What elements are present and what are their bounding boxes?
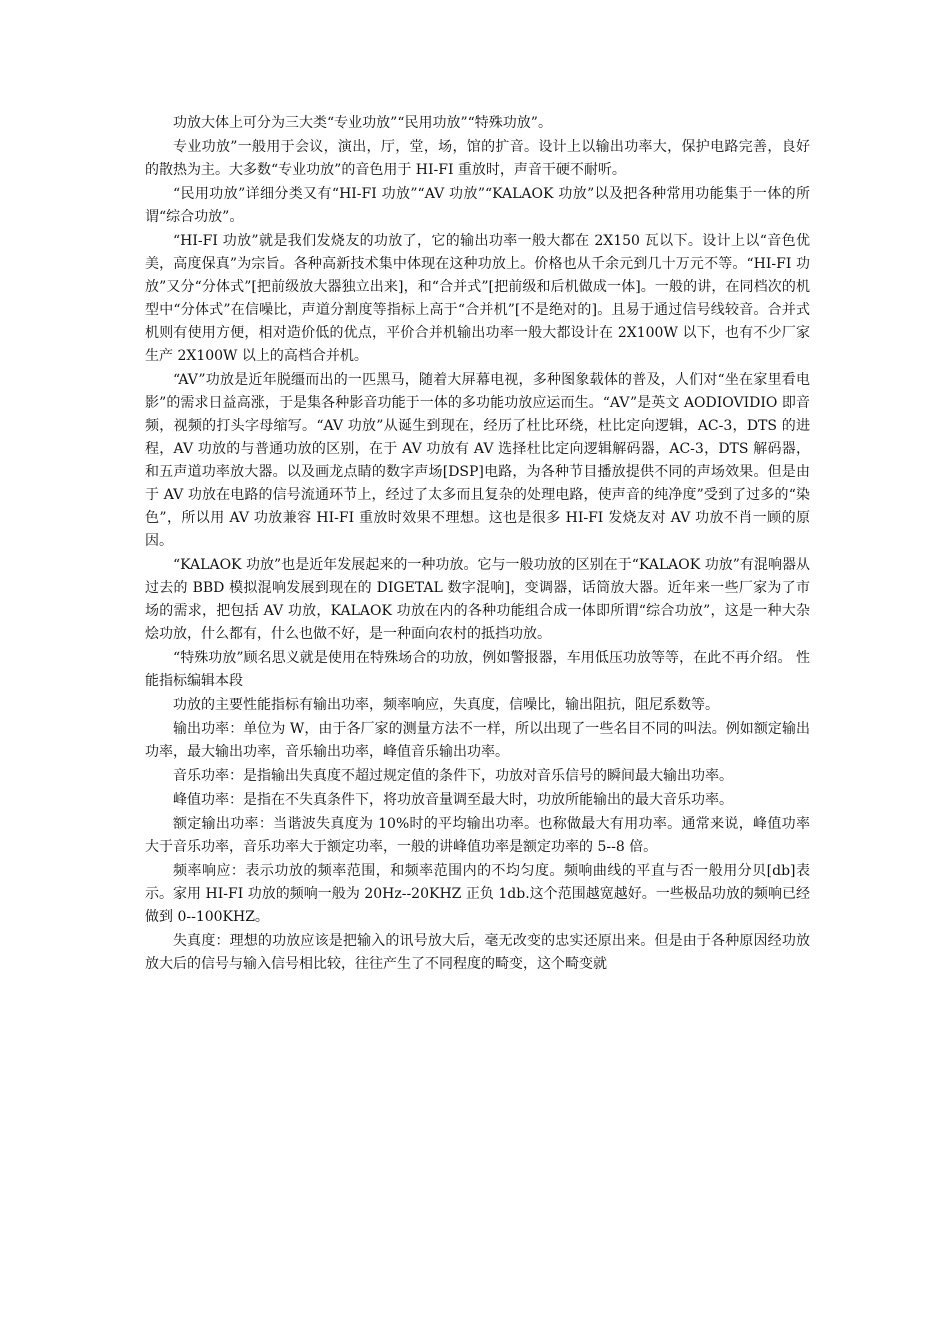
document-body (145, 112, 810, 977)
paragraph-peak-power: 峰值功率：是指在不失真条件下，将功放音量调至最大时，功放所能输出的最大音乐功率。 (173, 792, 733, 808)
paragraph-special-amp: “特殊功放”顾名思义就是使用在特殊场合的功放，例如警报器，车用低压功放等等，在此不再介绍。 性能指标编辑本段 (145, 650, 810, 689)
paragraph-consumer-amp: “民用功放”详细分类又有“HI-FI 功放”“AV 功放”“KALAOK 功放”以及把各种常用功能集于一体的所谓“综合功放”。 (145, 186, 810, 225)
paragraph-output-power: 输出功率：单位为 W，由于各厂家的测量方法不一样，所以出现了一些名目不同的叫法。例如额定输出功率，最大输出功率，音乐输出功率，峰值音乐输出功率。 (145, 721, 810, 760)
paragraph-hifi-amp: “HI-FI 功放”就是我们发烧友的功放了，它的输出功率一般大都在 2X150 瓦以下。设计上以“音色优美，高度保真”为宗旨。各种高新技术集中体现在这种功放上。价格也从千余元到几十万元不等。“HI-FI 功放”又分“分体式”[把前级放大器独立出来]，和“合并式”[把前级和后机做成一体]。一般的讲，在同档次的机型中“分体式”在信噪比，声道分割度等指标上高于“合并机”[不是绝对的]。且易于通过信号线较音。合并式机则有使用方便，相对造价低的优点，平价合并机输出功率一般大都设计在 2X100W 以下，也有不少厂家生产 2X100W 以上的高档合并机。 (145, 233, 810, 364)
paragraph-frequency-response: 频率响应：表示功放的频率范围，和频率范围内的不均匀度。频响曲线的平直与否一般用分贝[db]表示。家用 HI-FI 功放的频响一般为 20Hz--20KHZ 正负 1db.这个范围越宽越好。一些极品功放的频响已经做到 0--100KHZ。 (145, 863, 810, 925)
paragraph-rated-power: 额定输出功率：当谐波失真度为 10%时的平均输出功率。也称做最大有用功率。通常来说，峰值功率大于音乐功率，音乐功率大于额定功率，一般的讲峰值功率是额定功率的 5--8 倍。 (145, 816, 810, 855)
paragraph-kalaok-amp: “KALAOK 功放”也是近年发展起来的一种功放。它与一般功放的区别在于“KALAOK 功放”有混响器从过去的 BBD 模拟混响发展到现在的 DIGETAL 数字混响]，变调器，话筒放大器。近年来一些厂家为了市场的需求，把包括 AV 功放，KALAOK 功放在内的各种功能组合成一体即所谓“综合功放”，这是一种大杂烩功放，什么都有，什么也做不好，是一种面向农村的抵挡功放。 (145, 557, 810, 642)
paragraph-av-amp: “AV”功放是近年脱缰而出的一匹黑马，随着大屏幕电视，多种图象载体的普及，人们对“坐在家里看电影”的需求日益高涨，于是集各种影音功能于一体的多功能功放应运而生。“AV”是英文 AODIOVIDIO 即音频，视频的打头字母缩写。“AV 功放”从诞生到现在，经历了杜比环绕，杜比定向逻辑，AC-3，DTS 的进程，AV 功放的与普通功放的区别，在于 AV 功放有 AV 选择杜比定向逻辑解码器，AC-3，DTS 解码器，和五声道功率放大器。以及画龙点睛的数字声场[DSP]电路，为各种节目播放提供不同的声场效果。但是由于 AV 功放在电路的信号流通环节上，经过了太多而且复杂的处理电路，使声音的纯净度”受到了过多的“染色”，所以用 AV 功放兼容 HI-FI 重放时效果不理想。这也是很多 HI-FI 发烧友对 AV 功放不肖一顾的原因。 (145, 372, 810, 549)
paragraph-music-power: 音乐功率：是指输出失真度不超过规定值的条件下，功放对音乐信号的瞬间最大输出功率。 (173, 768, 733, 784)
paragraph-specs-overview: 功放的主要性能指标有输出功率，频率响应，失真度，信噪比，输出阻抗，阻尼系数等。 (173, 697, 719, 713)
paragraph-pro-amp: 专业功放”一般用于会议，演出，厅，堂，场，馆的扩音。设计上以输出功率大，保护电路完善，良好的散热为主。大多数“专业功放”的音色用于 HI-FI 重放时，声音干硬不耐听。 (145, 139, 810, 178)
paragraph-intro: 功放大体上可分为三大类“专业功放”“民用功放”“特殊功放”。 (173, 115, 552, 131)
paragraph-distortion: 失真度：理想的功放应该是把输入的讯号放大后，毫无改变的忠实还原出来。但是由于各种原因经功放放大后的信号与输入信号相比较，往往产生了不同程度的畸变，这个畸变就 (145, 933, 810, 972)
